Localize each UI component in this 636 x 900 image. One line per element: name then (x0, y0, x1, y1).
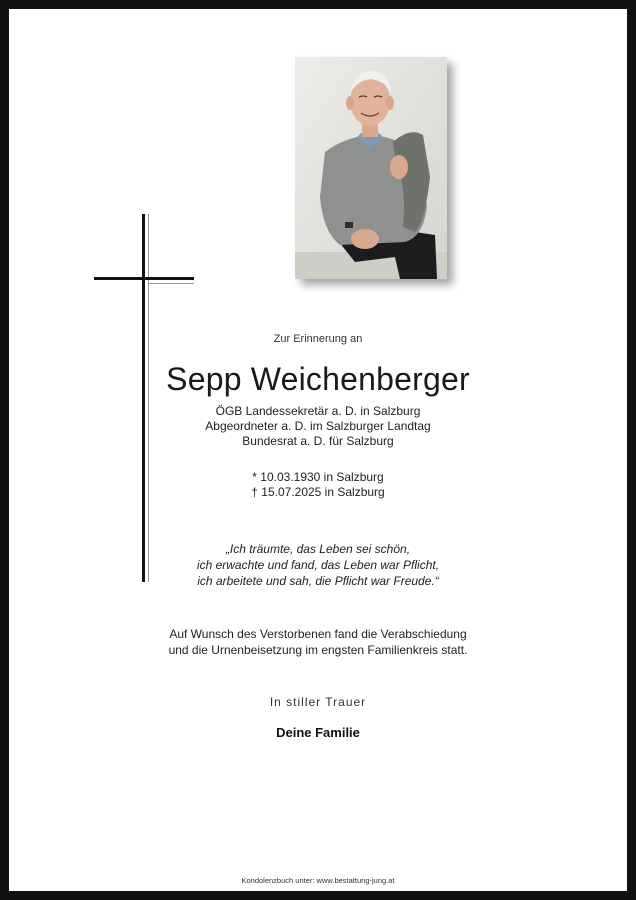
birth-date: * 10.03.1930 in Salzburg (252, 470, 384, 484)
title-line: Bundesrat a. D. für Salzburg (242, 434, 394, 448)
notice-block (9, 626, 627, 658)
title-line: ÖGB Landessekretär a. D. in Salzburg (215, 404, 421, 418)
dates-block (9, 470, 627, 500)
mourning-text: In stiller Trauer (269, 695, 367, 709)
notice-line: und die Urnenbeisetzung im engsten Familienkreis statt. (168, 643, 468, 657)
quote-line: ich arbeitete und sah, die Pflicht war Freude.“ (197, 574, 439, 588)
portrait-photo (295, 57, 447, 279)
titles-block (9, 404, 627, 449)
death-date: † 15.07.2025 in Salzburg (251, 485, 385, 499)
quote-block (9, 541, 627, 589)
condolence-footer[interactable]: Kondolenzbuch unter: www.bestattung-jung.at (241, 876, 395, 885)
deceased-name: Sepp Weichenberger (166, 361, 470, 397)
intro-text: Zur Erinnerung an (273, 333, 363, 345)
quote-line: „Ich träumte, das Leben sei schön, (225, 542, 411, 556)
family-signature: Deine Familie (276, 725, 360, 740)
cross-icon (94, 214, 194, 582)
title-line: Abgeordneter a. D. im Salzburger Landtag (205, 419, 431, 433)
quote-line: ich erwachte und fand, das Leben war Pflicht, (196, 558, 440, 572)
notice-line: Auf Wunsch des Verstorbenen fand die Verabschiedung (169, 627, 467, 641)
